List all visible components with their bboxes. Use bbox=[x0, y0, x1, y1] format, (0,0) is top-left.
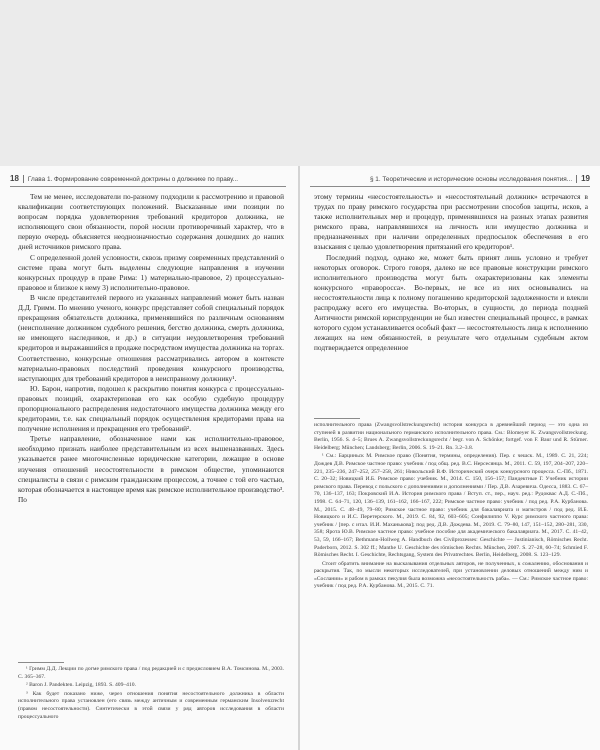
right-body-text bbox=[314, 192, 588, 354]
page-number-left: 18 bbox=[10, 174, 19, 183]
left-body-text bbox=[18, 192, 284, 505]
paragraph: этому термины «несостоятельность» и «несостоятельный должник» встречаются в трудах по праву римского государства при рассмотрении способов защиты, исков, а также исполнительных мер и процедур, применявшихся на разных этапах развития римского права, направлявшихся на личность или имущество должника и предназначенных при наличии определенных предпосылок обеспечения в его взыскания с целью удовлетворения притязаний его кредиторов¹. bbox=[314, 192, 588, 252]
paragraph: Тем не менее, исследователи по-разному подходили к рассмотрению и правовой квалификации соответствующих положений. Высказанные ими позиции по вопросам порядка удовлетворения требований кредиторов должника, не исполняющего свои обязанности, порой носили противоречивый характер, что в первую очередь объясняется неоднозначностью содержания дошедших до наших дней источников римского права. bbox=[18, 192, 284, 252]
footnote: исполнительного права (Zwangsvollstreckungsrecht) история конкурса в древнейший период — это одна из ступеней в развитии национального германского исполнительного права. См.: Blomeyer K. Zwangsvollstreckung. Berlin, 1956. S. 4–5; Brues A. Zwangsvollstreckungsrecht / begr. von A. Schönke; fortgef. von F. Baur und R. Stürner. Heidelberg; München; Landsberg; Berlin, 2006. S. 19–21. Rn. 3.2–3.8. bbox=[314, 422, 588, 451]
footnote: ³ Как будет показано ниже, через отношения понятия несостоятельного должника в области исполнительного права установлен (его связь между античным и современным германским Insolvenzrecht (правом несостоятельности). Синтетически в этой связи у ряд авторов исследования в области процессуального bbox=[18, 690, 284, 720]
footnotes-right bbox=[314, 422, 588, 592]
right-page bbox=[300, 166, 600, 750]
footnote-rule-left bbox=[18, 662, 64, 663]
page-number-right: 19 bbox=[581, 174, 590, 183]
paragraph: Третье направление, обозначенное нами как исполнительно-правовое, необходимо признать наиболее представительным из всех вышеназванных. Здесь указывается ранее многочисленные юридические категории, лежащие в основе изучения отношений несостоятельности в римском обществе, упоминаются специалисты в связи с римским гражданским процессом, а точнее с той его частью, которая обозначается в настоящее время как римское исполнительное производство³. По bbox=[18, 434, 284, 504]
header-rule-left bbox=[10, 186, 286, 187]
header-rule-right bbox=[310, 186, 590, 187]
paragraph: С определенной долей условности, сквозь призму современных представлений о системе права могут быть выделены следующие направления в изучении конкурсных процедур в праве Рима: 1) материально-правовое, 2) процессуально-правовое и близкое к нему 3) исполнительно-правовое. bbox=[18, 252, 284, 292]
footnote: ¹ См.: Барциньск М. Римское право (Понятия, термины, определения). Пер. с чешск. М., 1989. С. 21, 224; Дождев Д.В. Римское частное право: учебник / под общ. ред. В.С. Нерсесянца. М., 2011. С. 59, 197, 204–207, 220–221, 235–236, 247–252, 257–258, 261; Никольский В.Ф. Исторический очерк конкурсного процесса. С.-Пб., 1871. С. 20–32; Новицкий И.Б. Римское право: учебник. М., 2014. С. 150, 156–157; Пандектные Г. Учебник истории римского права. Перевод с польского с дополнениями и дополнениями / Пер. Д.В. Азаревича. Одесса, 1883. С. 67–70, 136–137, 163; Покровский И.А. История римского права / Вступ. ст., пер., науч. ред.: Рудоквас А.Д. С.-Пб., 1998. С. 64–71, 120, 136–139, 161–162, 166–167, 222; Римское частное право: учебник / под ред. Р.А. Курбанова. М., 2015. С. 48–49, 79–80; Римское частное право: учебник для бакалавриата и магистров / под ред. И.Б. Новицкого и И.С. Перетерского. М., 2019. С. 84, 92, 603–605; Сонфилиппо V. Курс римского частного права: учебник / [пер. с итал. И.И. Маханькова]; под ред. Д.В. Дождева. М., 2019. С. 79–80, 147, 151–152, 280–281, 330, 358; Ярота Ю.В. Римское частное право: учебное пособие для академического бакалавриата. М., 2017. С. 41–42, 53, 59, 166–167; Bethmann-Hollweg A. Handbuch des Civilprozesses: Geschichte — Justinianisch, Römisches Recht. Paderborn, 2012. S. 302 ff.; Manthe U. Geschichte des römischen Rechts. München, 2007. S. 27–28, 60–74; Schmied F. Römisches Recht. I. Geschichte, Rechtsgang, System des Privatrechtes. Berlin, Heidelberg, 2008. S. 123–129. bbox=[314, 453, 588, 559]
chapter-title: Глава 1. Формирование современной доктрины о должнике по праву... bbox=[27, 176, 238, 183]
running-header-left bbox=[10, 174, 238, 183]
paragraph: Последний подход, однако же, может быть принят лишь условно и требует некоторых оговорок. Строго говоря, далеко не все правовые конструкции римского исполнительного производства могут быть охарактеризованы как элементы конкурсного «праворосса». Во-первых, не все из них основывались на несостоятельности лица к полному погашению кредиторской задолженности и влекли распродажу всего его имущества. Во-вторых, в сущности, до периода поздней Античности римской юриспруденции не был известен специальный процесс, в рамках которого судом устанавливается особый факт — несостоятельность лица к исполнению лежащих на нем обязанностей, в результате чего отдельным судебным актом подтверждается определенное bbox=[314, 252, 588, 353]
paragraph: В числе представителей первого из указанных направлений может быть назван Д.Д. Гримм. По мнению ученого, конкурс представляет собой специальный порядок прекращения обязательств должника, применявшийся по различным основаниям (неисполнение должником судебного решения, бегство должника, смерть должника, не имеющего наследников, и др.) в ситуации неудовлетворения требований кредиторов и выражавшийся в продаже посредством имущества должника на торгах. Соответственно, конкурсные отношения рассматривались автором в контексте материально-правовых последствий проведения конкурсного производства, наступающих для требований кредиторов в неисправному должнику¹. bbox=[18, 292, 284, 383]
footnote: Стоит обратить внимание на высказывания отдельных авторов, не полученных, к сожалению, обоснования и раскрытия. Так, по мысли некоторых исследователей, при установлении деловых отношений между ним и «Сослании» и рабом в рамках пекулия была возможна «несостоятельность раба». — См.: Римское частное право: учебник / под ред. Р.А. Курбанова. М., 2015. С. 71. bbox=[314, 560, 588, 590]
footnote: ¹ Гримм Д.Д. Лекции по догме римского права / под редакцией и с предисловием В.А. Томсинова. М., 2003. С. 365–367. bbox=[18, 666, 284, 680]
footnote: ² Baron J. Pandekten. Leipzig, 1893. S. 409–410. bbox=[26, 682, 136, 689]
paragraph: Ю. Барон, напротив, подошел к раскрытию понятия конкурса с процессуально-правовых позиций, охарактеризовав его как особую судебную процедуру пропорционального распределения недостаточного имущества должника между его кредиторами, т.е. как специальный порядок осуществления кредиторами права на получение исполнения и прекращения его требований². bbox=[18, 383, 284, 434]
footnotes-left bbox=[18, 666, 284, 722]
running-header-right bbox=[370, 174, 590, 183]
footnote-rule-right bbox=[314, 418, 360, 419]
section-title: § 1. Теоретические и исторические основы исследования понятия... bbox=[369, 176, 573, 183]
left-page bbox=[0, 166, 298, 750]
